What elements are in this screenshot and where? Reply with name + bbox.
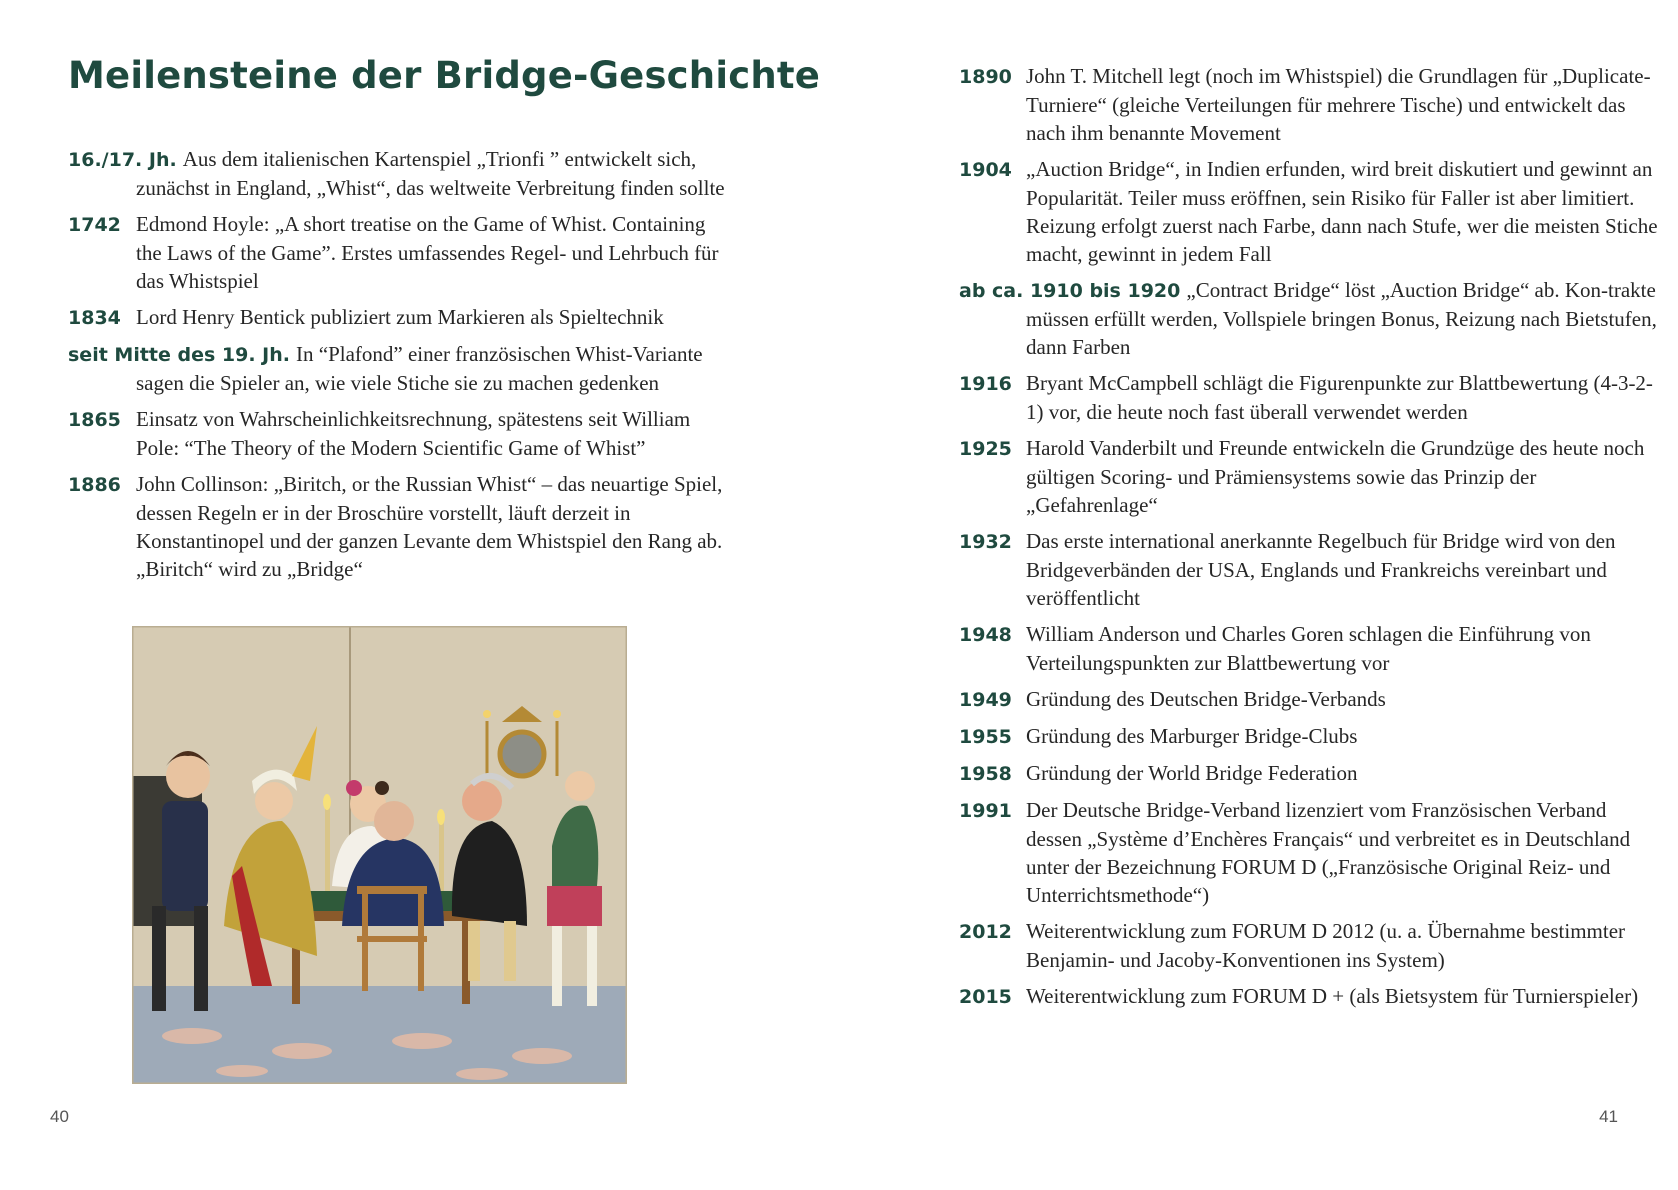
- timeline-entry: [959, 759, 1659, 788]
- timeline-entry: [68, 303, 730, 332]
- timeline-entry: [959, 62, 1659, 147]
- page-number: 41: [1599, 1107, 1618, 1126]
- entry-year: 1890: [959, 66, 1012, 88]
- entry-text: John Collinson: „Biritch, or the Russian Whist“ – das neuartige Spiel, dessen Regeln er in der Broschüre vorstellt, läuft derzeit in Konstantinopel und der ganzen Levante dem Whistspiel den Rang ab. „Biritch“ wird zu „Bridge“: [136, 472, 723, 581]
- entry-text: Das erste international anerkannte Regelbuch für Bridge wird von den Bridgeverbänden der USA, Englands und Frankreichs vereinbart und veröffentlicht: [1026, 529, 1616, 610]
- page-title: Meilensteine der Bridge-Geschichte: [68, 54, 821, 97]
- entry-text: Weiterentwicklung zum FORUM D + (als Bietsystem für Turnierspieler): [1026, 984, 1639, 1008]
- timeline-entry: [68, 340, 730, 397]
- entry-year: 1834: [68, 307, 121, 329]
- timeline-entry: [68, 210, 730, 295]
- entry-text: Einsatz von Wahrscheinlichkeitsrechnung, spätestens seit William Pole: “The Theory of the Modern Scientific Game of Whist”: [136, 407, 691, 460]
- timeline-entry: [959, 369, 1659, 426]
- entry-text: Aus dem italienischen Kartenspiel „Trionfi ” entwickelt sich, zunächst in England, „Whist“, das weltweite Verbreitung finden sollte: [136, 147, 725, 200]
- entry-text: „Auction Bridge“, in Indien erfunden, wird breit diskutiert und gewinnt an Popularität. Teiler muss eröffnen, sein Risiko für Faller ist aber limitiert. Reizung erfolgt zuerst nach Farbe, dann nach Stufe, wer die meisten Stiche macht, gewinnt in jedem Fall: [1026, 157, 1658, 266]
- timeline-entry: [959, 982, 1659, 1011]
- entry-year: 1932: [959, 531, 1012, 553]
- entry-year: 1742: [68, 214, 121, 236]
- entry-text: Gründung des Marburger Bridge-Clubs: [1026, 724, 1358, 748]
- entry-year: 1925: [959, 438, 1012, 460]
- timeline-entry: [68, 470, 730, 583]
- timeline-list-left: [68, 145, 730, 591]
- entry-year: 2015: [959, 986, 1012, 1008]
- timeline-entry: [959, 620, 1659, 677]
- timeline-entry: [959, 276, 1659, 361]
- timeline-entry: [959, 685, 1659, 714]
- timeline-list-right: [959, 62, 1659, 1019]
- timeline-entry: [68, 145, 730, 202]
- entry-text: Bryant McCampbell schlägt die Figurenpunkte zur Blattbewertung (4-3-2-1) vor, die heute noch fast überall verwendet werden: [1026, 371, 1653, 424]
- right-page: [839, 0, 1678, 1190]
- timeline-entry: [68, 405, 730, 462]
- entry-year: 2012: [959, 921, 1012, 943]
- entry-year: 1991: [959, 800, 1012, 822]
- entry-year: 1886: [68, 474, 121, 496]
- entry-text: William Anderson und Charles Goren schlagen die Einführung von Verteilungspunkten zur Blattbewertung vor: [1026, 622, 1591, 675]
- entry-year: 1916: [959, 373, 1012, 395]
- entry-text: Edmond Hoyle: „A short treatise on the Game of Whist. Containing the Laws of the Game”. Erstes umfassendes Regel- und Lehrbuch für das Whistspiel: [136, 212, 719, 293]
- entry-text: Weiterentwicklung zum FORUM D 2012 (u. a. Übernahme bestimmter Benjamin- und Jacoby-Konventionen ins System): [1026, 919, 1626, 972]
- timeline-entry: [959, 527, 1659, 612]
- timeline-entry: [959, 722, 1659, 751]
- entry-year: 1949: [959, 689, 1012, 711]
- entry-text: „Contract Bridge“ löst „Auction Bridge“ ab. Kon-trakte müssen erfüllt werden, Vollspiele bringen Bonus, Reizung nach Bietstufen, dann Farben: [1026, 278, 1657, 359]
- entry-year: ab ca. 1910 bis 1920: [959, 280, 1181, 302]
- entry-text: Gründung der World Bridge Federation: [1026, 761, 1358, 785]
- entry-year: 16./17. Jh.: [68, 149, 177, 171]
- entry-text: Harold Vanderbilt und Freunde entwickeln die Grundzüge des heute noch gültigen Scoring- und Prämiensystems sowie das Prinzip der „Gefahrenlage“: [1026, 436, 1645, 517]
- entry-text: Gründung des Deutschen Bridge-Verbands: [1026, 687, 1386, 711]
- timeline-entry: [959, 917, 1659, 974]
- page-number: 40: [50, 1107, 69, 1126]
- timeline-entry: [959, 796, 1659, 909]
- entry-year: 1958: [959, 763, 1012, 785]
- entry-text: In “Plafond” einer französischen Whist-Variante sagen die Spieler an, wie viele Stiche sie zu machen gedenken: [136, 342, 703, 395]
- entry-text: John T. Mitchell legt (noch im Whistspiel) die Grundlagen für „Duplicate-Turniere“ (gleiche Verteilungen für mehrere Tische) und entwickelt das nach ihm benannte Movement: [1026, 64, 1651, 145]
- entry-year: 1955: [959, 726, 1012, 748]
- entry-text: Lord Henry Bentick publiziert zum Markieren als Spieltechnik: [136, 305, 664, 329]
- timeline-entry: [959, 434, 1659, 519]
- entry-year: 1865: [68, 409, 121, 431]
- entry-text: Der Deutsche Bridge-Verband lizenziert vom Französischen Verband dessen „Système d’Enchères Français“ und verbreitet es in Deutschland unter der Bezeichnung FORUM D („Französische Original Reiz- und Unterrichtsmethode“): [1026, 798, 1631, 907]
- timeline-entry: [959, 155, 1659, 268]
- entry-year: 1904: [959, 159, 1012, 181]
- entry-year: seit Mitte des 19. Jh.: [68, 344, 290, 366]
- illustration-image: [132, 626, 627, 1084]
- entry-year: 1948: [959, 624, 1012, 646]
- card-players-illustration: [132, 626, 627, 1084]
